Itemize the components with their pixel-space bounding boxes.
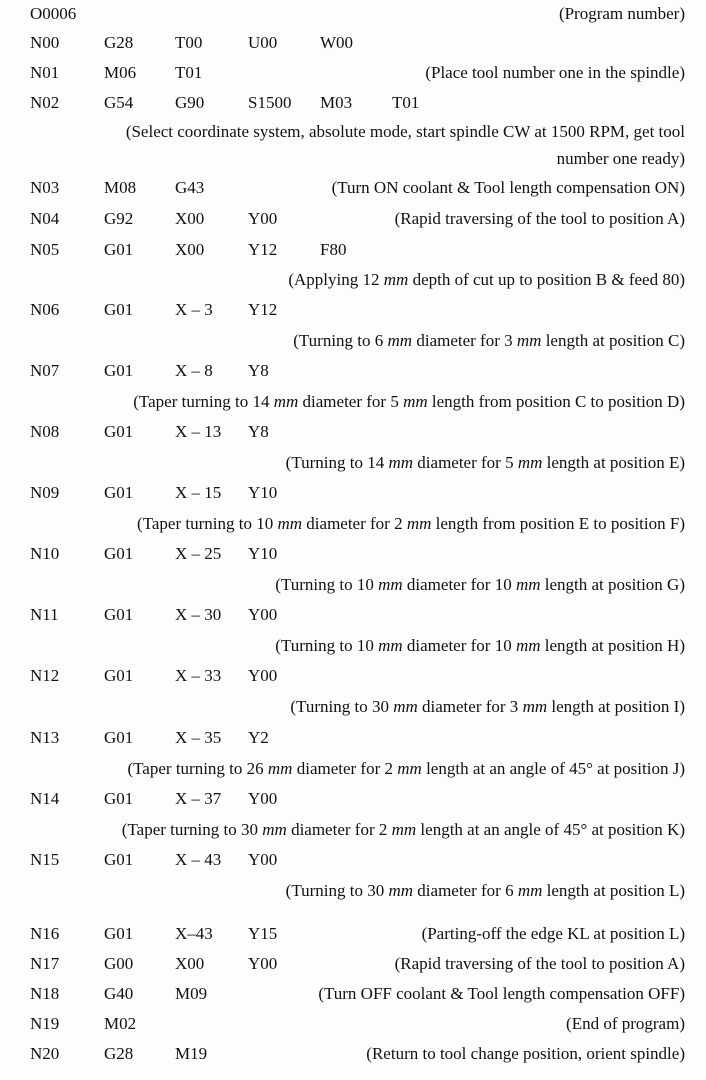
code-word: X – 3 — [175, 300, 213, 319]
code-word: G01 — [104, 544, 134, 563]
block-number: N18 — [30, 984, 60, 1003]
code-word: Y00 — [248, 954, 278, 973]
block-comment: (Taper turning to 14 mm diameter for 5 mm length from position C to position D) — [133, 392, 685, 411]
program-number-line — [0, 2, 706, 26]
block-number: N00 — [30, 33, 60, 52]
code-word: Y8 — [248, 422, 269, 441]
block-line — [0, 664, 706, 688]
code-word: G01 — [104, 361, 134, 380]
code-word: S1500 — [248, 93, 292, 112]
block-comment: (Turn OFF coolant & Tool length compensation OFF) — [318, 984, 685, 1003]
block-comment: (Taper turning to 26 mm diameter for 2 mm length at an angle of 45° at position J) — [127, 759, 685, 778]
block-line — [0, 603, 706, 627]
block-number: N04 — [30, 209, 60, 228]
code-word: G43 — [175, 178, 205, 197]
block-number: N05 — [30, 240, 60, 259]
block-comment: (Return to tool change position, orient spindle) — [366, 1044, 685, 1063]
code-word: G01 — [104, 300, 134, 319]
block-line — [0, 542, 706, 566]
code-word: X – 37 — [175, 789, 222, 808]
code-word: X – 33 — [175, 666, 222, 685]
code-word: T01 — [392, 93, 420, 112]
block-line — [0, 787, 706, 811]
block-number: N02 — [30, 93, 60, 112]
code-word: M09 — [175, 984, 208, 1003]
block-number: N12 — [30, 666, 60, 685]
code-word: U00 — [248, 33, 278, 52]
code-word: Y10 — [248, 544, 278, 563]
code-word: G01 — [104, 483, 134, 502]
code-word: G01 — [104, 850, 134, 869]
block-number: N13 — [30, 728, 60, 747]
code-word: M08 — [104, 178, 137, 197]
code-word: X – 25 — [175, 544, 222, 563]
block-line — [0, 481, 706, 505]
code-word: G54 — [104, 93, 134, 112]
code-word: T01 — [175, 63, 203, 82]
code-word: M03 — [320, 93, 353, 112]
block-number: N17 — [30, 954, 60, 973]
block-number: N06 — [30, 300, 60, 319]
block-comment: (Turning to 30 mm diameter for 6 mm length at position L) — [285, 881, 685, 900]
code-word: G01 — [104, 728, 134, 747]
code-word: Y00 — [248, 605, 278, 624]
code-word: G00 — [104, 954, 134, 973]
block-comment: (Rapid traversing of the tool to position A) — [394, 954, 685, 973]
code-word: Y00 — [248, 789, 278, 808]
block-line — [0, 848, 706, 872]
block-number: N14 — [30, 789, 60, 808]
code-word: Y8 — [248, 361, 269, 380]
code-word: G01 — [104, 422, 134, 441]
block-number: N19 — [30, 1014, 60, 1033]
code-word: X – 15 — [175, 483, 222, 502]
block-number: N03 — [30, 178, 60, 197]
code-word: G40 — [104, 984, 134, 1003]
code-word: M02 — [104, 1014, 137, 1033]
block-number: N01 — [30, 63, 60, 82]
block-line — [0, 982, 706, 1006]
code-word: F80 — [320, 240, 347, 259]
code-word: Y00 — [248, 209, 278, 228]
program-number-comment: (Program number) — [558, 4, 685, 23]
code-word: X – 13 — [175, 422, 222, 441]
block-comment: (Applying 12 mm depth of cut up to position B & feed 80) — [288, 270, 685, 289]
block-number: N11 — [30, 605, 59, 624]
block-comment: (Taper turning to 30 mm diameter for 2 mm length at an angle of 45° at position K) — [121, 820, 685, 839]
block-comment: (Turning to 10 mm diameter for 10 mm length at position H) — [275, 636, 685, 655]
code-word: T00 — [175, 33, 203, 52]
block-comment: (Select coordinate system, absolute mode, start spindle CW at 1500 RPM, get tool number one ready) — [125, 122, 685, 168]
block-line — [0, 1012, 706, 1036]
code-word: G28 — [104, 1044, 134, 1063]
code-word: X – 43 — [175, 850, 222, 869]
code-word: M06 — [104, 63, 137, 82]
block-line — [0, 238, 706, 262]
code-word: G92 — [104, 209, 134, 228]
code-word: X–43 — [175, 924, 213, 943]
block-line — [0, 922, 706, 946]
code-word: Y00 — [248, 666, 278, 685]
code-word: X – 8 — [175, 361, 213, 380]
block-number: N08 — [30, 422, 60, 441]
block-line — [0, 31, 706, 55]
code-word: Y12 — [248, 300, 278, 319]
block-line — [0, 420, 706, 444]
block-line — [0, 61, 706, 85]
code-word: G01 — [104, 240, 134, 259]
block-line — [0, 298, 706, 322]
code-word: Y15 — [248, 924, 278, 943]
code-word: G01 — [104, 666, 134, 685]
code-word: G28 — [104, 33, 134, 52]
block-number: N07 — [30, 361, 60, 380]
code-word: M19 — [175, 1044, 208, 1063]
block-number: N09 — [30, 483, 60, 502]
block-line — [0, 359, 706, 383]
block-comment: (Turn ON coolant & Tool length compensation ON) — [331, 178, 685, 197]
block-comment: (Rapid traversing of the tool to position A) — [394, 209, 685, 228]
code-word: G01 — [104, 789, 134, 808]
block-comment: (Parting-off the edge KL at position L) — [421, 924, 685, 943]
code-word: G01 — [104, 924, 134, 943]
program-number: O0006 — [30, 4, 77, 23]
code-word: Y10 — [248, 483, 278, 502]
code-word: Y00 — [248, 850, 278, 869]
block-number: N16 — [30, 924, 60, 943]
block-number: N20 — [30, 1044, 60, 1063]
block-comment: (Taper turning to 10 mm diameter for 2 mm length from position E to position F) — [137, 514, 685, 533]
block-number: N10 — [30, 544, 60, 563]
block-comment: (End of program) — [566, 1014, 685, 1033]
code-word: X – 35 — [175, 728, 222, 747]
block-number: N15 — [30, 850, 60, 869]
block-line — [0, 952, 706, 976]
code-word: G90 — [175, 93, 205, 112]
block-line — [0, 207, 706, 231]
code-word: G01 — [104, 605, 134, 624]
code-word: Y2 — [248, 728, 269, 747]
code-word: W00 — [320, 33, 354, 52]
code-word: X00 — [175, 954, 205, 973]
block-comment: (Turning to 14 mm diameter for 5 mm length at position E) — [285, 453, 685, 472]
code-word: X00 — [175, 240, 205, 259]
code-word: X00 — [175, 209, 205, 228]
code-word: Y12 — [248, 240, 278, 259]
block-comment: (Place tool number one in the spindle) — [425, 63, 685, 82]
block-line — [0, 726, 706, 750]
block-line — [0, 1042, 706, 1066]
block-line — [0, 91, 706, 115]
code-word: X – 30 — [175, 605, 222, 624]
block-comment: (Turning to 6 mm diameter for 3 mm length at position C) — [293, 331, 685, 350]
block-comment: (Turning to 10 mm diameter for 10 mm length at position G) — [275, 575, 685, 594]
block-line — [0, 176, 706, 200]
block-comment: (Turning to 30 mm diameter for 3 mm length at position I) — [290, 697, 685, 716]
